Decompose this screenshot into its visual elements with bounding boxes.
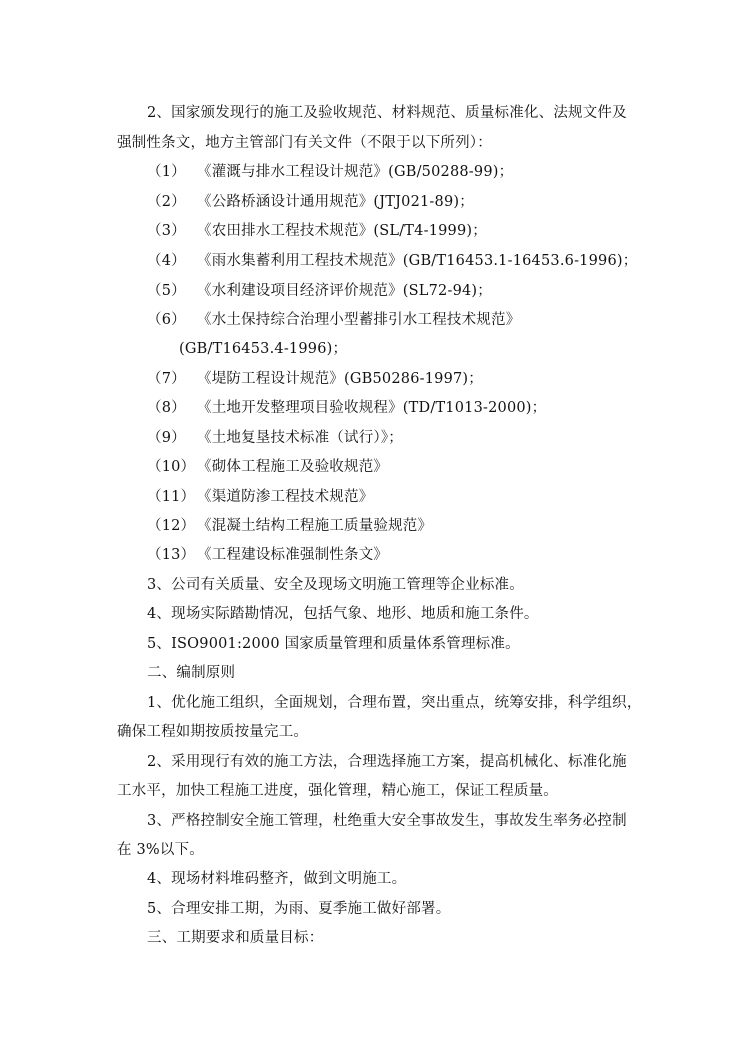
- list-number: （4）: [147, 253, 186, 269]
- list-number: （11）: [147, 489, 196, 505]
- principle-3-line1: 3、严格控制安全施工管理，杜绝重大安全事故发生，事故发生率务必控制: [147, 813, 627, 829]
- principle-2-line1: 2、采用现行有效的施工方法，合理选择施工方案，提高机械化、标准化施: [147, 754, 627, 770]
- section-heading-3: 三、工期要求和质量目标：: [147, 930, 324, 946]
- principle-5: 5、合理安排工期，为雨、夏季施工做好部署。: [147, 901, 451, 917]
- list-text: 《土地复垦技术标准（试行）》；: [197, 430, 403, 446]
- list-number: （10）: [147, 459, 196, 475]
- list-text: 《雨水集蓄利用工程技术规范》(GB/T16453.1-16453.6-1996)；: [197, 253, 638, 269]
- list-number: （6）: [147, 312, 186, 328]
- list-number: （13）: [147, 547, 196, 563]
- list-item: [147, 398, 546, 418]
- list-text: 《堤防工程设计规范》(GB50286-1997)；: [197, 371, 483, 387]
- paragraph-item3: 3、公司有关质量、安全及现场文明施工管理等企业标准。: [147, 577, 524, 593]
- list-item: [147, 310, 520, 330]
- list-item: [147, 457, 388, 477]
- principle-4: 4、现场材料堆码整齐，做到文明施工。: [147, 871, 407, 887]
- list-number: （5）: [147, 283, 186, 299]
- paragraph-item2-line2: 强制性条文，地方主管部门有关文件（不限于以下所列）：: [117, 135, 492, 151]
- list-text: 《农田排水工程技术规范》(SL/T4-1999)；: [197, 223, 487, 239]
- list-number: （2）: [147, 194, 186, 210]
- list-number: （3）: [147, 223, 186, 239]
- paragraph-item4: 4、现场实际踏勘情况，包括气象、地形、地质和施工条件。: [147, 606, 539, 622]
- list-text: 《水土保持综合治理小型蓄排引水工程技术规范》: [197, 312, 521, 328]
- list-text: 《工程建设标准强制性条文》: [197, 547, 389, 563]
- list-number: （1）: [147, 164, 186, 180]
- list-number: （8）: [147, 400, 186, 416]
- principle-1-line2: 确保工程如期按质按量完工。: [117, 724, 309, 740]
- list-number: （12）: [147, 518, 196, 534]
- list-text: 《水利建设项目经济评价规范》(SL72-94)；: [197, 283, 492, 299]
- list-text: 《混凝土结构工程施工质量验规范》: [197, 518, 433, 534]
- list-text: 《公路桥涵设计通用规范》(JTJ021-89)；: [197, 194, 474, 210]
- list-number: （7）: [147, 371, 186, 387]
- list-item: [147, 516, 432, 536]
- list-item: [147, 162, 513, 182]
- list-text: 《土地开发整理项目验收规程》(TD/T1013-2000)；: [197, 400, 547, 416]
- list-item: [147, 545, 388, 565]
- list-text: 《渠道防渗工程技术规范》: [197, 489, 374, 505]
- list-item: [147, 281, 492, 301]
- section-heading-2: 二、编制原则: [147, 665, 236, 681]
- principle-3-line2: 在 3%以下。: [117, 842, 205, 858]
- principle-1-line1: 1、优化施工组织，全面规划，合理布置，突出重点，统筹安排，科学组织，: [147, 695, 642, 711]
- list-number: （9）: [147, 430, 186, 446]
- paragraph-item2-line1: 2、国家颁发现行的施工及验收规范、材料规范、质量标准化、法规文件及: [147, 105, 627, 121]
- list-item: [147, 487, 373, 507]
- list-item: [147, 192, 474, 212]
- paragraph-item5: 5、ISO9001:2000 国家质量管理和质量体系管理标准。: [147, 636, 520, 652]
- list-text: 《砌体工程施工及验收规范》: [197, 459, 389, 475]
- list-item: [147, 428, 403, 448]
- list-item: [147, 251, 637, 271]
- list-text: 《灌溉与排水工程设计规范》(GB/50288-99)；: [197, 164, 514, 180]
- principle-2-line2: 工水平，加快工程施工进度，强化管理，精心施工，保证工程质量。: [117, 783, 558, 799]
- list-item-continuation: (GB/T16453.4-1996)；: [179, 341, 348, 357]
- list-item: [147, 369, 483, 389]
- list-item: [147, 221, 487, 241]
